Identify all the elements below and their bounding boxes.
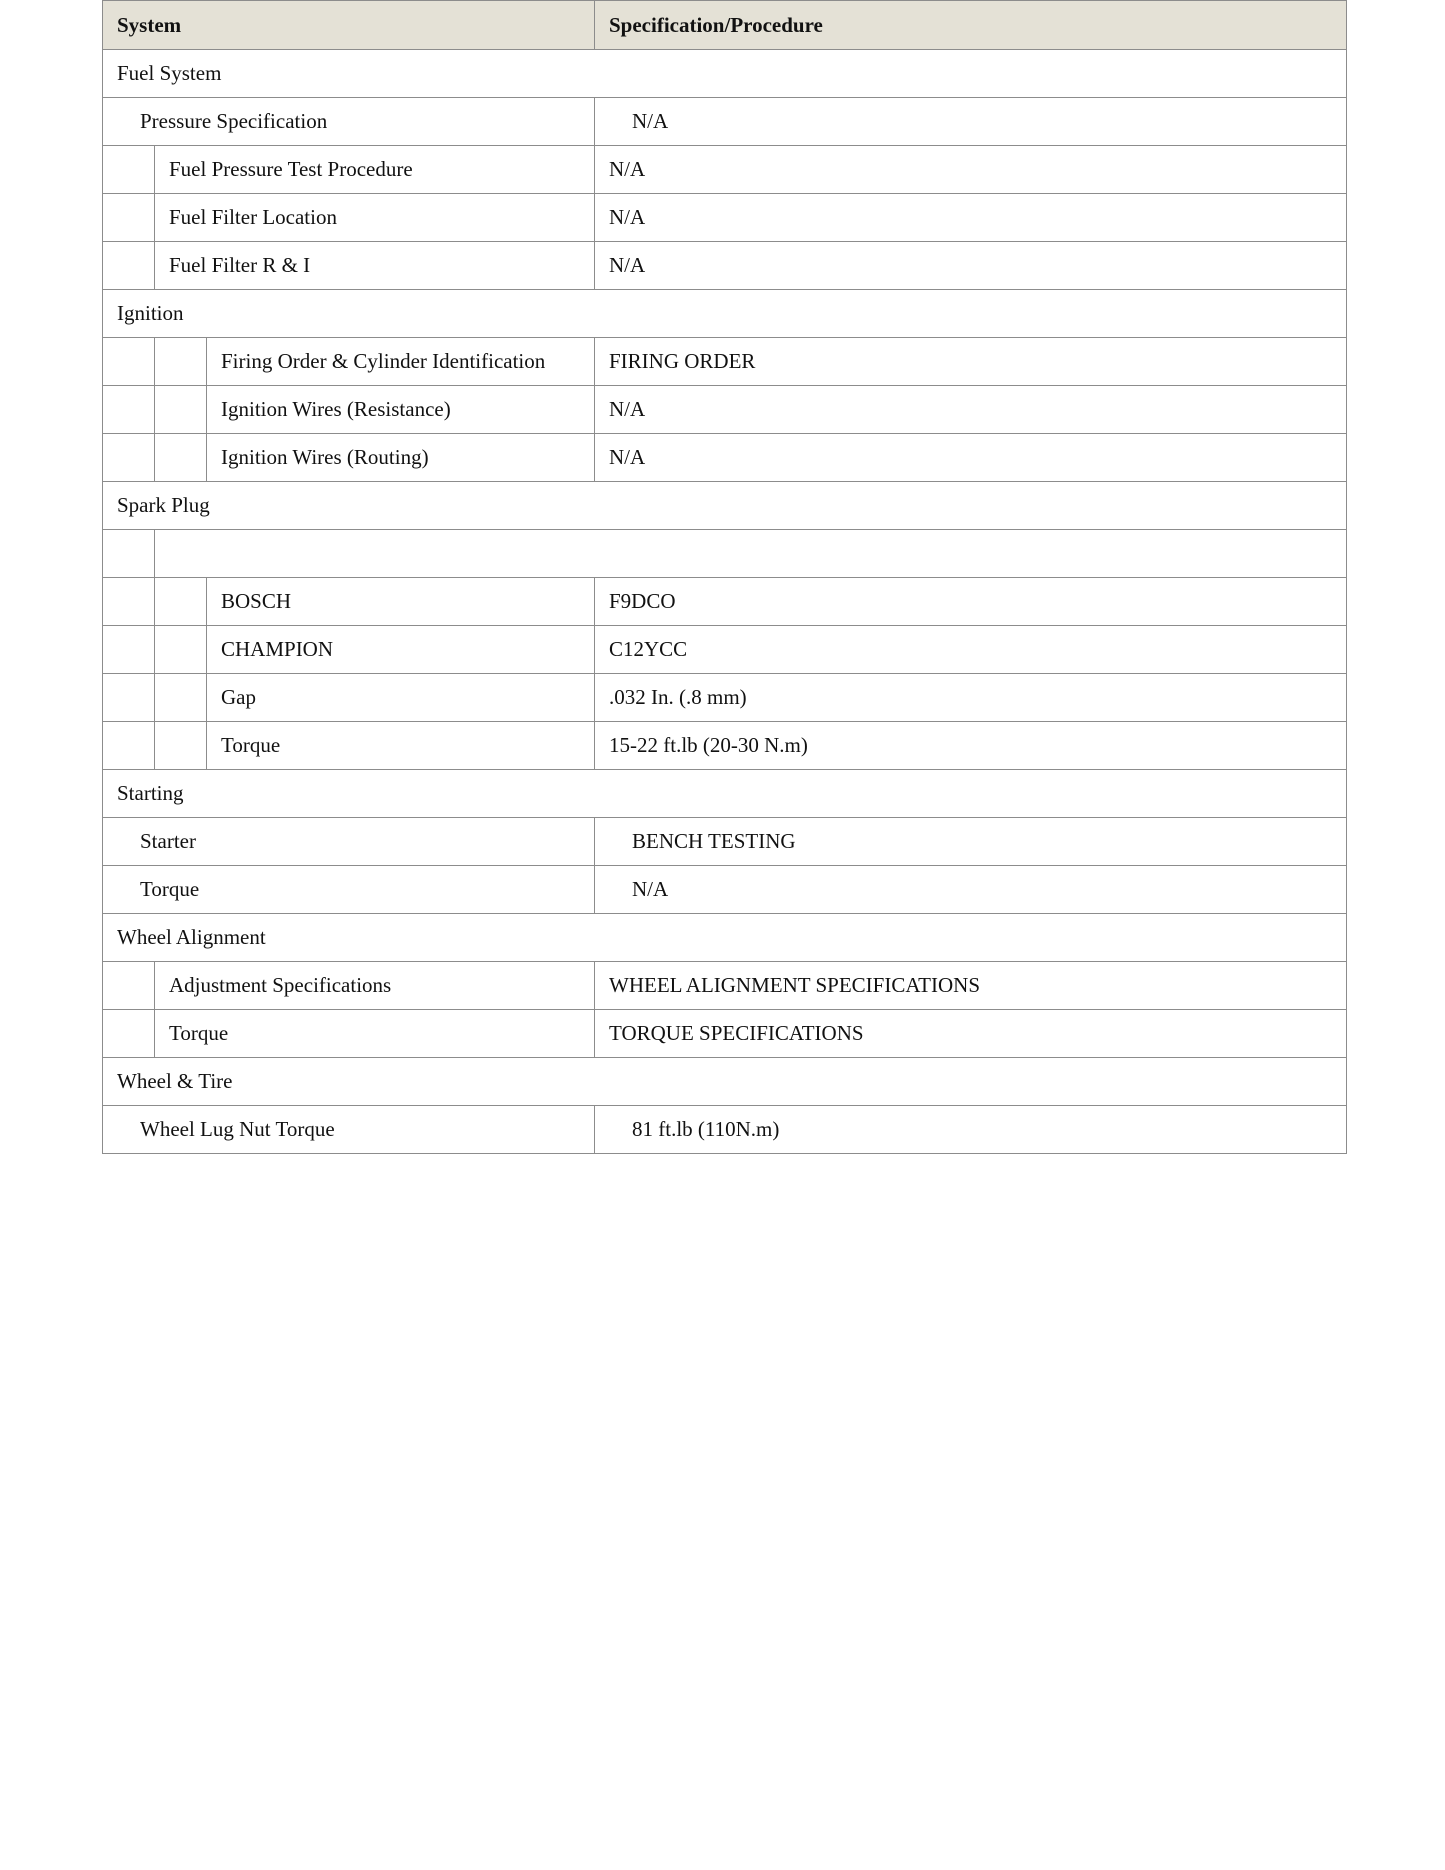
row-label: Firing Order & Cylinder Identification <box>207 338 595 386</box>
row-label: Fuel Filter Location <box>155 194 595 242</box>
indent-cell <box>103 626 155 674</box>
row-value: WHEEL ALIGNMENT SPECIFICATIONS <box>595 962 1347 1010</box>
indent-cell <box>155 386 207 434</box>
row-label: Wheel Lug Nut Torque <box>103 1106 595 1154</box>
section-row-starting <box>103 770 1347 818</box>
row-label: Gap <box>207 674 595 722</box>
indent-cell <box>103 434 155 482</box>
header-system: System <box>103 1 595 50</box>
row-value: BENCH TESTING <box>595 818 1347 866</box>
section-row-ignition <box>103 290 1347 338</box>
row-value: C12YCC <box>595 626 1347 674</box>
indent-cell <box>103 722 155 770</box>
indent-cell <box>155 578 207 626</box>
table-row <box>103 338 1347 386</box>
table-row <box>103 626 1347 674</box>
row-label: Torque <box>155 1010 595 1058</box>
section-row-wheel-tire <box>103 1058 1347 1106</box>
row-value: N/A <box>595 194 1347 242</box>
row-label: CHAMPION <box>207 626 595 674</box>
row-value: TORQUE SPECIFICATIONS <box>595 1010 1347 1058</box>
row-value: N/A <box>595 434 1347 482</box>
section-row-spark-plug <box>103 482 1347 530</box>
table-row <box>103 194 1347 242</box>
section-row-fuel-system <box>103 50 1347 98</box>
indent-cell <box>103 962 155 1010</box>
section-title-starting: Starting <box>103 770 1347 818</box>
indent-cell <box>103 386 155 434</box>
row-label: Starter <box>103 818 595 866</box>
indent-cell <box>155 626 207 674</box>
row-label: Torque <box>207 722 595 770</box>
indent-cell <box>103 194 155 242</box>
row-value: N/A <box>595 386 1347 434</box>
table-header-row <box>103 1 1347 50</box>
indent-cell <box>103 674 155 722</box>
table-row <box>103 866 1347 914</box>
section-title-spark-plug: Spark Plug <box>103 482 1347 530</box>
row-label: Fuel Filter R & I <box>155 242 595 290</box>
row-label: Pressure Specification <box>103 98 595 146</box>
indent-cell <box>155 434 207 482</box>
row-label: Adjustment Specifications <box>155 962 595 1010</box>
row-value: F9DCO <box>595 578 1347 626</box>
table-row <box>103 386 1347 434</box>
header-specification: Specification/Procedure <box>595 1 1347 50</box>
row-label: BOSCH <box>207 578 595 626</box>
section-title-fuel-system: Fuel System <box>103 50 1347 98</box>
row-value: N/A <box>595 98 1347 146</box>
table-row <box>103 434 1347 482</box>
indent-cell <box>103 530 155 578</box>
row-value: FIRING ORDER <box>595 338 1347 386</box>
table-row <box>103 1106 1347 1154</box>
indent-cell <box>155 338 207 386</box>
indent-cell <box>103 1010 155 1058</box>
table-row <box>103 242 1347 290</box>
section-title-ignition: Ignition <box>103 290 1347 338</box>
section-row-wheel-alignment <box>103 914 1347 962</box>
table-row <box>103 98 1347 146</box>
row-value: N/A <box>595 866 1347 914</box>
indent-cell <box>155 722 207 770</box>
row-value: N/A <box>595 242 1347 290</box>
section-title-wheel-alignment: Wheel Alignment <box>103 914 1347 962</box>
row-value: 15-22 ft.lb (20-30 N.m) <box>595 722 1347 770</box>
table-row <box>103 962 1347 1010</box>
empty-cell <box>155 530 1347 578</box>
specifications-table <box>102 0 1347 1154</box>
indent-cell <box>103 146 155 194</box>
indent-cell <box>103 578 155 626</box>
indent-cell <box>155 674 207 722</box>
table-row-empty <box>103 530 1347 578</box>
table-row <box>103 674 1347 722</box>
table-row <box>103 578 1347 626</box>
row-label: Fuel Pressure Test Procedure <box>155 146 595 194</box>
table-row <box>103 146 1347 194</box>
row-value: .032 In. (.8 mm) <box>595 674 1347 722</box>
row-label: Ignition Wires (Routing) <box>207 434 595 482</box>
row-label: Ignition Wires (Resistance) <box>207 386 595 434</box>
table-row <box>103 818 1347 866</box>
row-value: 81 ft.lb (110N.m) <box>595 1106 1347 1154</box>
table-row <box>103 1010 1347 1058</box>
row-label: Torque <box>103 866 595 914</box>
section-title-wheel-tire: Wheel & Tire <box>103 1058 1347 1106</box>
indent-cell <box>103 242 155 290</box>
table-row <box>103 722 1347 770</box>
row-value: N/A <box>595 146 1347 194</box>
indent-cell <box>103 338 155 386</box>
